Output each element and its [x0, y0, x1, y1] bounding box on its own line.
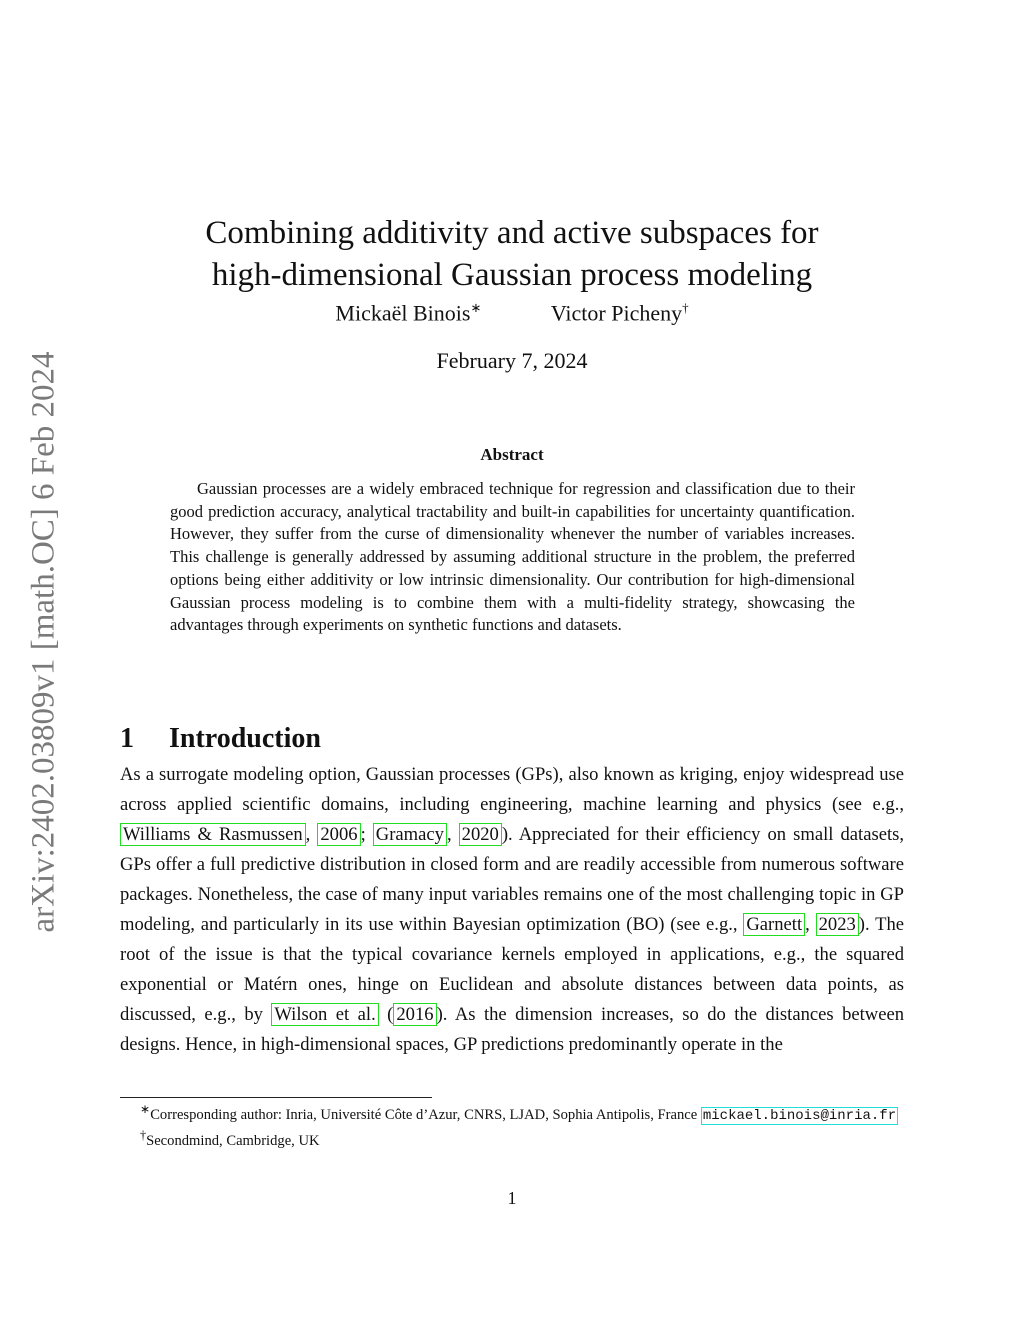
footnote-divider [120, 1097, 432, 1098]
page-number: 1 [507, 1188, 517, 1208]
section-number: 1 [120, 723, 134, 755]
intro-paragraph: As a surrogate modeling option, Gaussian processes (GPs), also known as kriging, enjoy widespread use across applied scientific domains, including engineering, machine learning and physics (see e.g., Williams & Rasmussen , 2006 ; Gramacy , 2020 ). Appreciated for their efficiency on small datasets, GPs offer a full predictive distribution in closed form and are readily accessible from numerous software packages. Nonetheless, the case of many input variables remains one of the most challenging topic in GP modeling, and particularly in its use within Bayesian optimization (BO) (see e.g., Garnett , 2023 ). The root of the issue is that the typical covariance kernels employed in applications, e.g., the squared exponential or Matérn ones, hinge on Euclidean and absolute distances between data points, as discussed, e.g., by Wilson et al. ( 2016 ). As the dimension increases, so do the distances between designs. Hence, in high-dimensional spaces, GP predictions predominantly operate in the [120, 764, 905, 1055]
author-1: Mickaël Binois∗ [335, 300, 482, 326]
footnotes [120, 1099, 904, 1151]
title-line-2: high-dimensional Gaussian process modeling [211, 257, 813, 294]
paper-title [120, 212, 904, 296]
footnote-2: †Secondmind, Cambridge, UK [140, 1127, 320, 1149]
abstract-text: Gaussian processes are a widely embraced technique for regression and classification due to their good prediction accuracy, analytical tractability and built-in capabilities for uncertainty quantification. However, they suffer from the curse of dimensionality whenever the number of variables increases. This challenge is generally addressed by assuming additional structure in the problem, the preferred options being either additivity or low intrinsic dimensionality. Our contribution for high-dimensional Gaussian process modeling is to combine them with a multi-fidelity strategy, showcasing the advantages through experiments on synthetic functions and datasets. [170, 479, 855, 635]
email-link[interactable]: mickael.binois@inria.fr [702, 1107, 897, 1124]
citation-link-2023[interactable]: 2023 [816, 913, 859, 936]
author-1-mark: ∗ [470, 300, 482, 315]
citation-link-wilson-et-al[interactable]: Wilson et al. [271, 1003, 378, 1026]
abstract-heading: Abstract [480, 445, 544, 464]
section-title: Introduction [169, 723, 321, 755]
citation-link-gramacy[interactable]: Gramacy [373, 823, 447, 846]
footnote-1: ∗Corresponding author: Inria, Université Côte d’Azur, CNRS, LJAD, Sophia Antipolis, France mickael.binois@inria.fr [140, 1102, 897, 1124]
citation-link-2016[interactable]: 2016 [393, 1003, 436, 1026]
citation-link-2020[interactable]: 2020 [459, 823, 502, 846]
paper-date: February 7, 2024 [436, 348, 588, 373]
citation-link-2006[interactable]: 2006 [317, 823, 360, 846]
author-list [120, 300, 904, 326]
citation-link-williams-rasmussen[interactable]: Williams & Rasmussen [120, 823, 306, 846]
arxiv-sidebar [22, 342, 66, 942]
title-line-1: Combining additivity and active subspaces for [205, 215, 819, 252]
section-heading [120, 723, 321, 755]
citation-link-garnett[interactable]: Garnett [743, 913, 805, 936]
arxiv-id: arXiv:2402.03809v1 [math.OC] 6 Feb 2024 [25, 351, 62, 933]
author-2-mark: † [682, 300, 689, 315]
author-2: Victor Picheny† [550, 300, 689, 326]
